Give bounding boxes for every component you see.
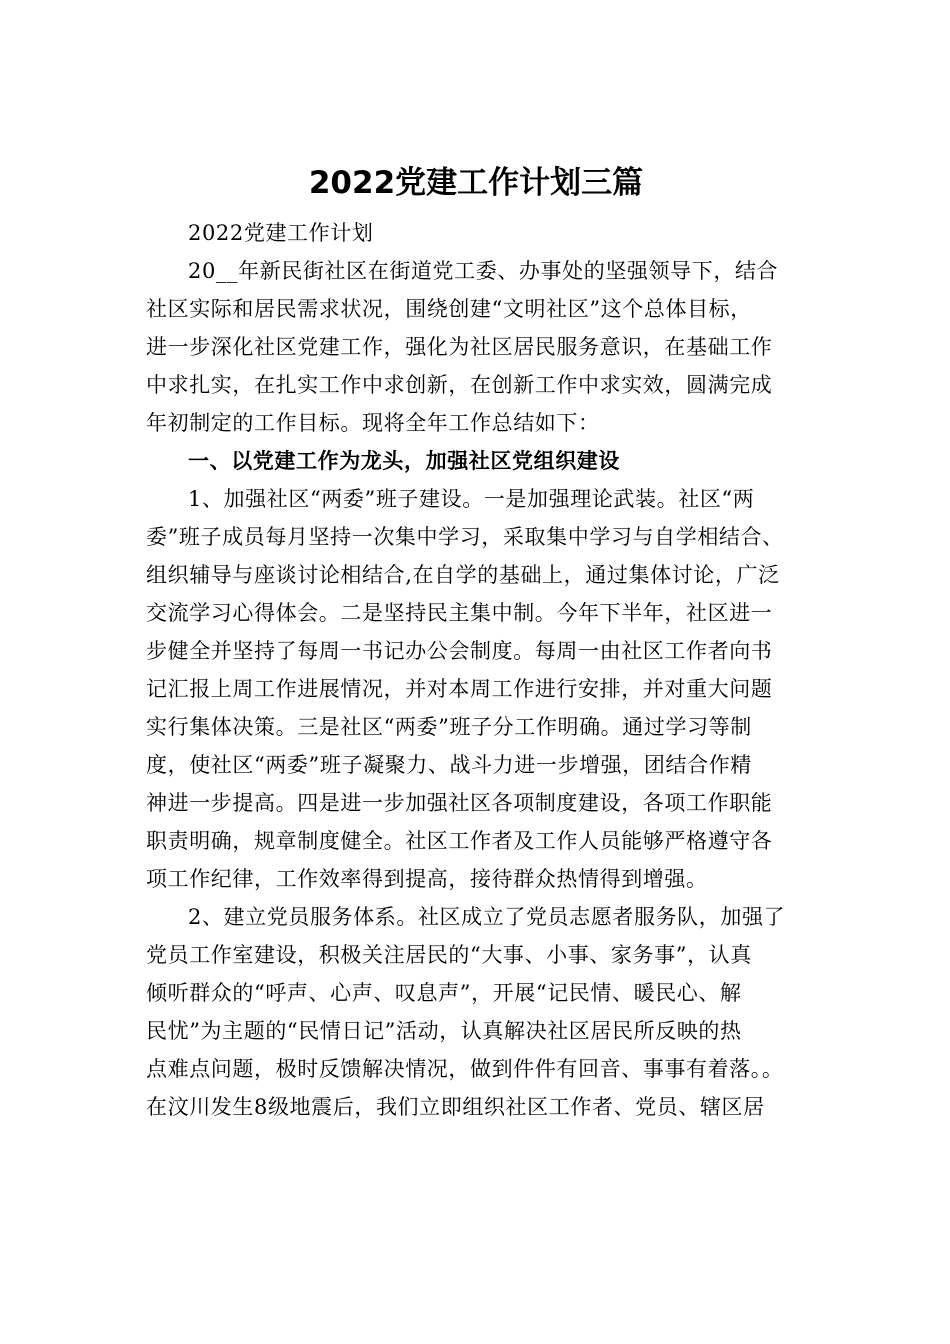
text-line: 组织辅导与座谈讨论相结合,在自学的基础上，通过集体讨论，广泛 [146, 563, 780, 587]
document-subtitle: 2022党建工作计划 [188, 221, 374, 245]
text-line: 交流学习心得体会。二是坚持民主集中制。今年下半年，社区进一 [146, 601, 773, 625]
text-line: 20__年新民街社区在街道党工委、办事处的坚强领导下，结合 [188, 259, 779, 283]
text-line: 2、建立党员服务体系。社区成立了党员志愿者服务队，加强了 [188, 905, 786, 929]
text-line: 年初制定的工作目标。现将全年工作总结如下： [146, 411, 600, 435]
text-line: 委”班子成员每月坚持一次集中学习，采取集中学习与自学相结合、 [146, 525, 784, 549]
text-line: 在汶川发生8级地震后，我们立即组织社区工作者、党员、辖区居 [146, 1095, 765, 1119]
text-line: 民忧”为主题的“民情日记”活动，认真解决社区居民所反映的热 [146, 1019, 742, 1043]
text-line: 中求扎实，在扎实工作中求创新，在创新工作中求实效，圆满完成 [146, 373, 773, 397]
text-line: 记汇报上周工作进展情况，并对本周工作进行安排，并对重大问题 [146, 677, 773, 701]
section-heading: 一、以党建工作为龙头，加强社区党组织建设 [188, 449, 620, 473]
text-line: 职责明确，规章制度健全。社区工作者及工作人员能够严格遵守各 [146, 829, 773, 853]
text-line: 进一步深化社区党建工作，强化为社区居民服务意识，在基础工作 [146, 335, 773, 359]
text-line: 项工作纪律，工作效率得到提高，接待群众热情得到增强。 [146, 867, 708, 891]
text-line: 1、加强社区“两委”班子建设。一是加强理论武装。社区“两 [188, 487, 755, 511]
section-paragraph-2 [146, 898, 806, 1126]
text-line: 神进一步提高。四是进一步加强社区各项制度建设，各项工作职能 [146, 791, 773, 815]
text-line: 倾听群众的“呼声、心声、叹息声”，开展“记民情、暖民心、解 [146, 981, 742, 1005]
text-line: 点难点问题，极时反馈解决情况，做到件件有回音、事事有着落。。 [146, 1057, 784, 1081]
text-line: 度，使社区“两委”班子凝聚力、战斗力进一步增强，团结合作精 [146, 753, 752, 777]
document-page [146, 158, 806, 1126]
text-line: 步健全并坚持了每周一书记办公会制度。每周一由社区工作者向书 [146, 639, 773, 663]
text-line: 社区实际和居民需求状况，围绕创建“文明社区”这个总体目标， [146, 297, 752, 321]
intro-paragraph [146, 252, 806, 442]
document-title: 2022党建工作计划三篇 [308, 165, 644, 201]
section-paragraph-1 [146, 480, 806, 898]
text-line: 实行集体决策。三是社区“两委”班子分工作明确。通过学习等制 [146, 715, 752, 739]
text-line: 党员工作室建设，积极关注居民的“大事、小事、家务事”，认真 [146, 943, 752, 967]
